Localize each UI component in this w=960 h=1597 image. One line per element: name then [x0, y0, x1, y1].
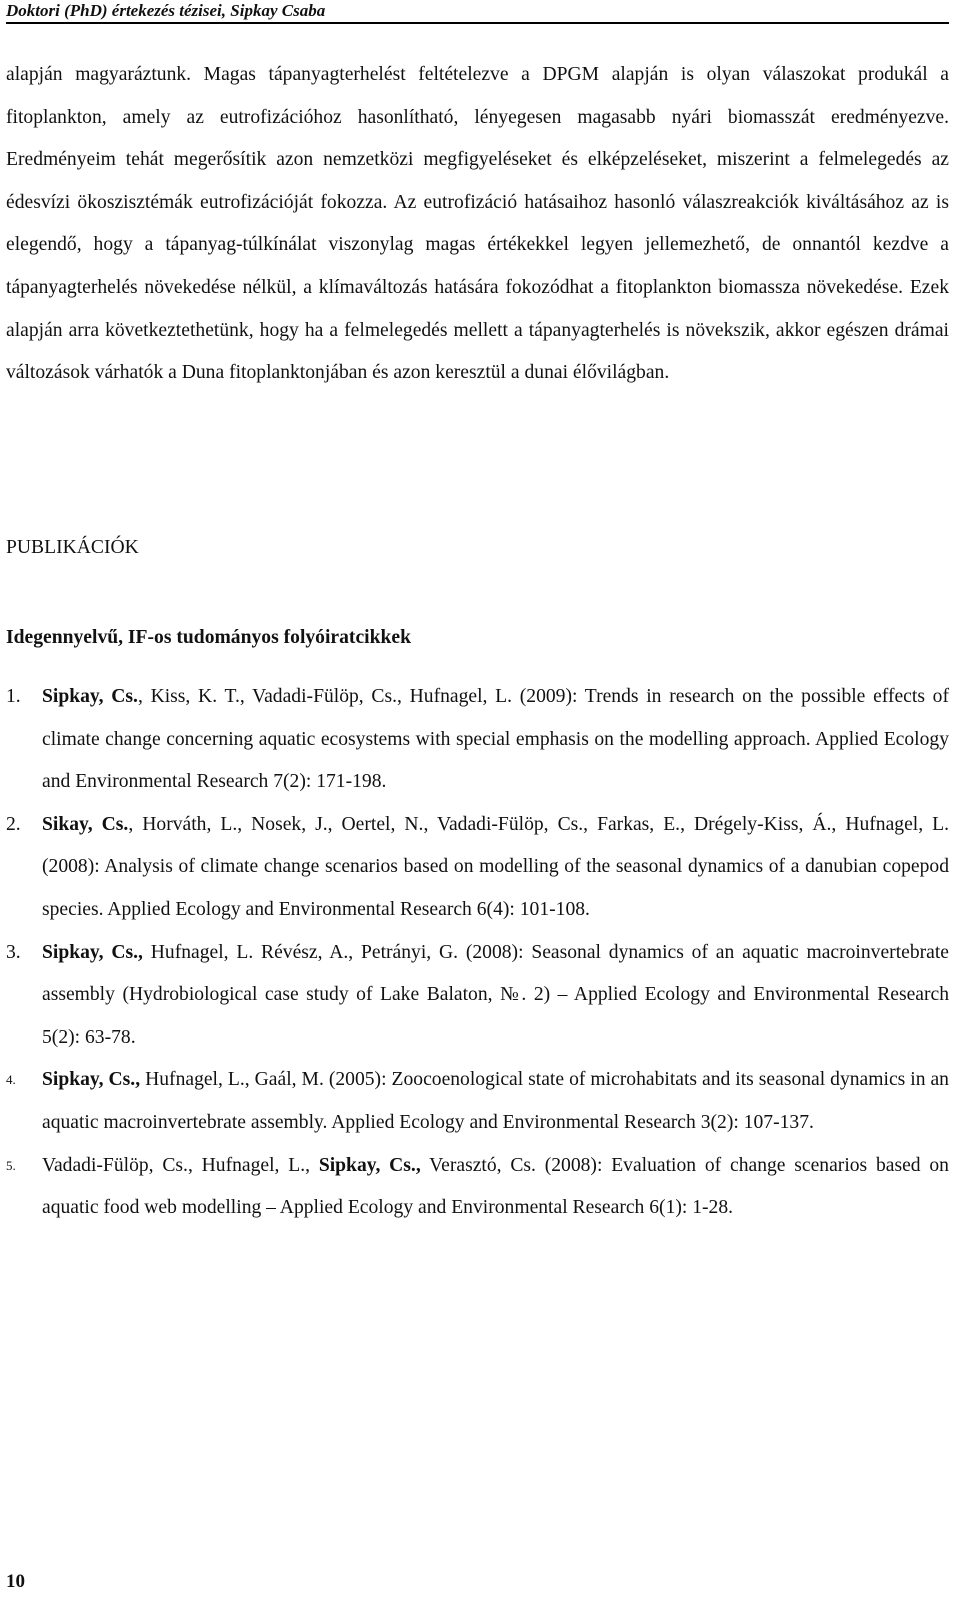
publication-item: [6, 932, 949, 1060]
publication-number: 3.: [6, 941, 21, 963]
publication-number: 2.: [6, 813, 21, 835]
publication-citation: , Kiss, K. T., Vadadi-Fülöp, Cs., Hufnagel, L. (2009): Trends in research on the possible effects of climate change concerning aquatic ecosystems with special emphasis on the modelling approach. Applied Ecology and Environmental Research 7(2): 171-198.: [42, 686, 949, 793]
publication-number: 4.: [6, 1072, 16, 1088]
publication-highlighted-author: Sipkay, Cs.,: [318, 1154, 421, 1176]
publication-list: [6, 676, 949, 1230]
publication-item: [6, 676, 949, 804]
publication-number: 1.: [6, 686, 21, 707]
header-rule: [6, 22, 949, 24]
publication-item: [6, 804, 949, 932]
publication-highlighted-author: Sipkay, Cs.,: [42, 1069, 141, 1091]
publication-highlighted-author: Sikay, Cs.: [42, 813, 129, 835]
publication-number: 5.: [6, 1157, 16, 1173]
intro-paragraph: alapján magyaráztunk. Magas tápanyagterhelést feltételezve a DPGM alapján is olyan válaszokat produkál a fitoplankton, amely az eutrofizációhoz hasonlítható, lényegesen magasabb nyári biomasszát eredményezve. Eredményeim tehát megerősítik azon nemzetközi megfigyeléseket és elképzeléseket, miszerint a felmelegedés az édesvízi ökoszisztémák eutrofizációját fokozza. Az eutrofizáció hatásaihoz hasonló válaszreakciók kiváltásához az is elegendő, hogy a tápanyag-túlkínálat viszonylag magas értékekkel legyen jellemezhető, de onnantól kezdve a tápanyagterhelés növekedése nélkül, a klímaváltozás hatására fokozódhat a fitoplankton biomassza növekedése. Ezek alapján arra következtethetünk, hogy ha a felmelegedés mellett a tápanyagterhelés is növekszik, akkor egészen drámai változások várhatók a Duna fitoplanktonjában és azon keresztül a dunai élővilágban.: [6, 64, 949, 384]
subsection-title: Idegennyelvű, IF-os tudományos folyóiratcikkek: [6, 627, 411, 648]
section-title: PUBLIKÁCIÓK: [6, 537, 139, 558]
publication-item: [6, 1059, 949, 1144]
publication-citation: Verasztó, Cs. (2008): Evaluation of change scenarios based on aquatic food web modelling – Applied Ecology and Environmental Research 6(1): 1-28.: [42, 1154, 949, 1219]
page-number: 10: [6, 1571, 25, 1592]
publication-citation: Hufnagel, L., Gaál, M. (2005): Zoocoenological state of microhabitats and its seasonal dynamics in an aquatic macroinvertebrate assembly. Applied Ecology and Environmental Research 3(2): 107-137.: [42, 1069, 949, 1133]
publication-highlighted-author: Sipkay, Cs.: [42, 686, 138, 707]
publication-item: [6, 1145, 949, 1230]
publication-highlighted-author: Sipkay, Cs.,: [42, 941, 143, 963]
running-header: Doktori (PhD) értekezés tézisei, Sipkay Csaba: [6, 1, 326, 20]
publication-citation: Hufnagel, L. Révész, A., Petrányi, G. (2008): Seasonal dynamics of an aquatic macroinvertebrate assembly (Hydrobiological case study of Lake Balaton, №. 2) – Applied Ecology and Environmental Research 5(2): 63-78.: [42, 941, 949, 1048]
publication-citation: , Horváth, L., Nosek, J., Oertel, N., Vadadi-Fülöp, Cs., Farkas, E., Drégely-Kiss, Á., Hufnagel, L. (2008): Analysis of climate change scenarios based on modelling of the seasonal dynamics of a danubian copepod species. Applied Ecology and Environmental Research 6(4): 101-108.: [42, 813, 949, 920]
publication-author-prefix: Vadadi-Fülöp, Cs., Hufnagel, L.,: [42, 1154, 319, 1176]
